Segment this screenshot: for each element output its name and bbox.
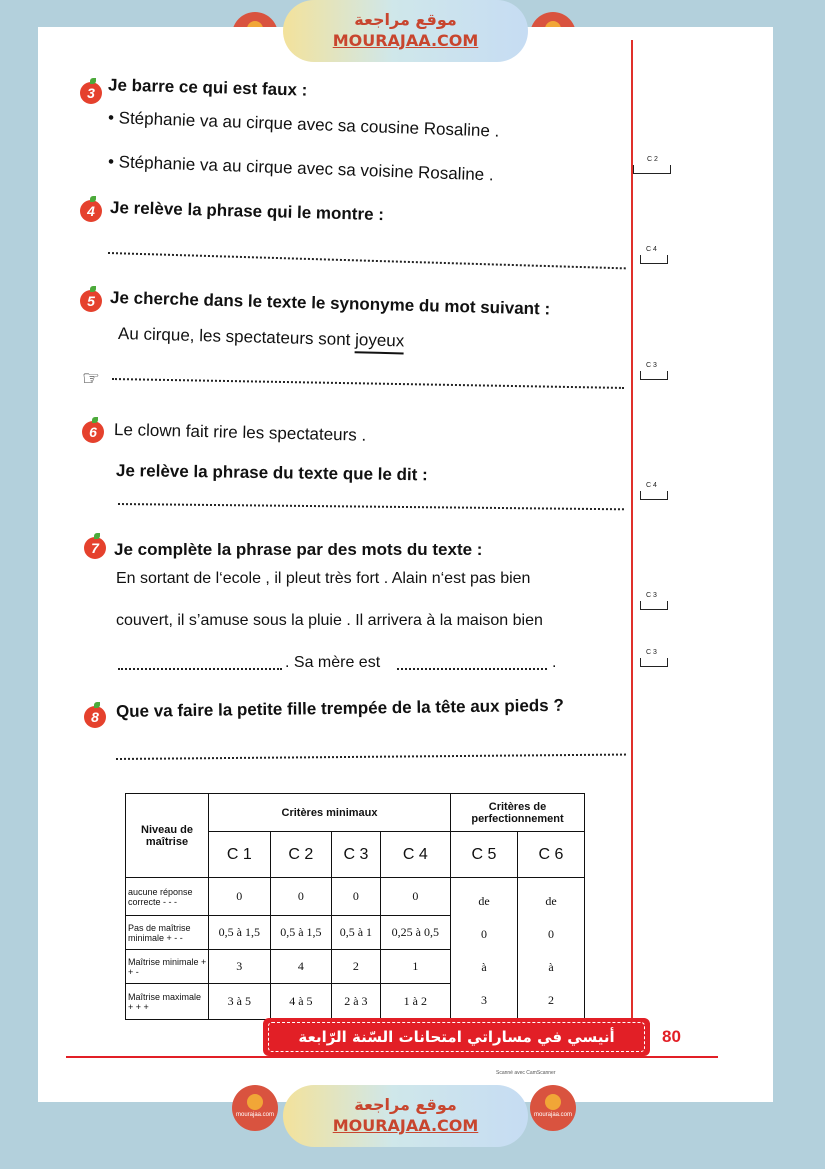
blank-1-q7[interactable] xyxy=(118,668,282,670)
table-cell: 0,5 à 1,5 xyxy=(209,916,271,950)
question-4-number: 4 xyxy=(80,200,102,222)
question-6-title: Je relève la phrase du texte que le dit : xyxy=(115,461,428,485)
table-header-criteres-perfectionnement: Critères de perfectionnement xyxy=(451,794,585,832)
table-cell: 0,5 à 1,5 xyxy=(270,916,332,950)
criterion-box-c4-b: C 4 xyxy=(640,482,657,489)
table-header-niveau: Niveau de maîtrise xyxy=(126,794,209,878)
table-col-c4: C 4 xyxy=(380,832,450,878)
criterion-box-c3-b: C 3 xyxy=(640,592,657,599)
table-cell: 0 xyxy=(209,878,271,916)
table-header-criteres-minimaux: Critères minimaux xyxy=(209,794,451,832)
question-5-sentence: Au cirque, les spectateurs sont joyeux xyxy=(118,324,405,351)
site-banner-top[interactable] xyxy=(283,0,528,62)
criterion-box-c2: C 2 xyxy=(633,156,658,163)
perf-cell-c6: de 0 à 2 xyxy=(518,878,585,1020)
table-col-c2: C 2 xyxy=(270,832,332,878)
margin-red-line xyxy=(631,40,633,1050)
highlighted-word: joyeux xyxy=(355,330,405,354)
table-col-c3: C 3 xyxy=(332,832,380,878)
criterion-box-c3-c: C 3 xyxy=(640,649,657,656)
table-col-c6: C 6 xyxy=(518,832,585,878)
site-logo-right-bottom: mourajaa.com xyxy=(530,1085,576,1131)
question-6-number: 6 xyxy=(82,421,104,443)
table-cell: 2 à 3 xyxy=(332,984,380,1020)
question-6-statement: Le clown fait rire les spectateurs . xyxy=(113,420,367,445)
criteria-table xyxy=(125,793,585,1020)
table-cell: 4 xyxy=(270,950,332,984)
page-number: 80 xyxy=(662,1027,681,1046)
criterion-box-c4-a: C 4 xyxy=(640,246,657,253)
table-cell: 0,25 à 0,5 xyxy=(380,916,450,950)
question-3-number: 3 xyxy=(80,82,102,104)
table-cell: 0,5 à 1 xyxy=(332,916,380,950)
question-8-number: 8 xyxy=(84,706,106,728)
table-cell: 1 xyxy=(380,950,450,984)
table-cell: 1 à 2 xyxy=(380,984,450,1020)
table-cell: 0 xyxy=(380,878,450,916)
site-domain-link[interactable]: MOURAJAA.COM xyxy=(332,31,479,50)
question-7-line-3-end: . xyxy=(552,654,557,671)
site-logo-left-bottom: mourajaa.com xyxy=(232,1085,278,1131)
question-4-title: Je relève la phrase qui le montre : xyxy=(109,198,385,225)
question-5-number: 5 xyxy=(80,290,102,312)
row-label: Maîtrise maximale + + + xyxy=(126,984,209,1020)
footer-red-line xyxy=(66,1056,718,1058)
row-label: Maîtrise minimale + + - xyxy=(126,950,209,984)
question-7-line-3-mid: . Sa mère est xyxy=(285,654,381,671)
row-label: aucune réponse correcte - - - xyxy=(126,878,209,916)
table-cell: 0 xyxy=(270,878,332,916)
question-7-line-1: En sortant de l‘ecole , il pleut très fort . Alain n‘est pas bien xyxy=(116,570,531,587)
pointing-hand-icon: ☞ xyxy=(82,368,100,390)
blank-2-q7[interactable] xyxy=(397,668,547,670)
perf-cell-c5: de 0 à 3 xyxy=(451,878,518,1020)
table-cell: 2 xyxy=(332,950,380,984)
table-cell: 3 à 5 xyxy=(209,984,271,1020)
table-cell: 0 xyxy=(332,878,380,916)
question-3-option-2: • Stéphanie va au cirque avec sa voisine Rosaline . xyxy=(107,152,494,185)
question-3-title: Je barre ce qui est faux : xyxy=(107,75,308,100)
site-banner-bottom[interactable] xyxy=(283,1085,528,1147)
table-cell: 3 xyxy=(209,950,271,984)
row-label: Pas de maîtrise minimale + - - xyxy=(126,916,209,950)
question-3-option-1: • Stéphanie va au cirque avec sa cousine Rosaline . xyxy=(107,108,500,141)
site-arabic-title[interactable]: موقع مراجعة xyxy=(354,10,457,29)
table-cell: 4 à 5 xyxy=(270,984,332,1020)
question-7-title: Je complète la phrase par des mots du texte : xyxy=(114,540,483,559)
question-7-number: 7 xyxy=(84,537,106,559)
scanner-watermark: Scanné avec CamScanner xyxy=(496,1070,556,1076)
question-5-title: Je cherche dans le texte le synonyme du mot suivant : xyxy=(109,288,551,319)
table-col-c5: C 5 xyxy=(451,832,518,878)
question-7-line-2: couvert, il s’amuse sous la pluie . Il arrivera à la maison bien xyxy=(116,612,543,629)
question-8-title: Que va faire la petite fille trempée de la tête aux pieds ? xyxy=(115,695,564,721)
site-domain-link-bottom[interactable]: MOURAJAA.COM xyxy=(332,1116,479,1135)
book-title-banner: أنيسي في مساراتي امتحانات السّنة الرّابعة xyxy=(263,1018,650,1056)
table-row xyxy=(126,878,585,916)
site-arabic-title-bottom[interactable]: موقع مراجعة xyxy=(354,1095,457,1114)
criterion-box-c3-a: C 3 xyxy=(640,362,657,369)
table-col-c1: C 1 xyxy=(209,832,271,878)
